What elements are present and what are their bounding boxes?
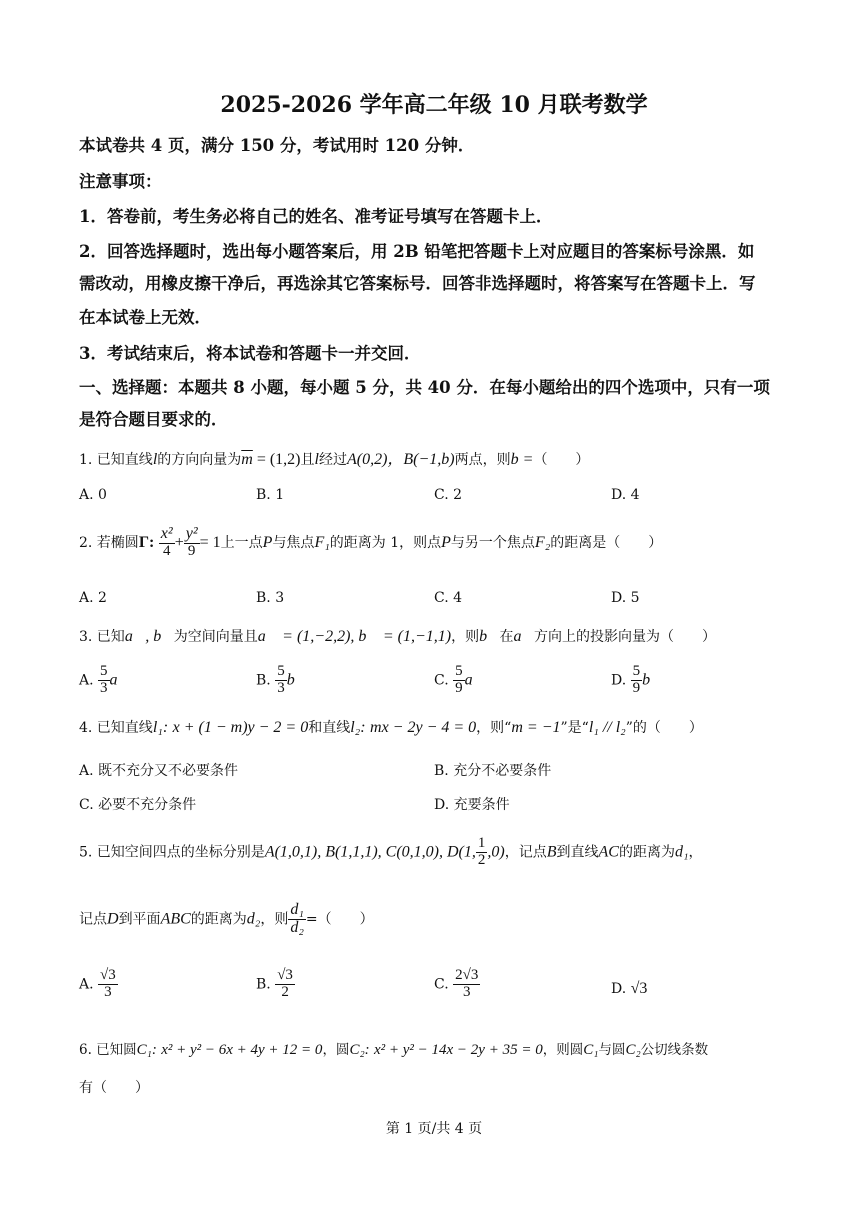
page-title: 2025-2026 学年高二年级 10 月联考数学 (220, 92, 648, 118)
question-2-option-c: C. 4 (434, 590, 463, 606)
question-2-option-b: B. 3 (256, 590, 285, 606)
section-heading-line-2: 是符合题目要求的． (79, 410, 228, 429)
question-5-option-a: A. $\frac{√3}{3}$ (79, 967, 116, 1000)
notice-item-1: 1．答卷前，考生务必将自己的姓名、准考证号填写在答题卡上． (79, 207, 553, 226)
notice-item-3: 3．考试结束后，将本试卷和答题卡一并交回． (79, 344, 421, 363)
question-2-option-a: A. 2 (79, 590, 107, 606)
question-1-option-c: C. 2 (434, 487, 463, 503)
question-1-stem: 1. 已知直线l的方向向量为$\overline{m} = (1,2)$且l经过A(0,2)，B(−1,b)两点，则b =（ ） (79, 451, 590, 468)
question-3-option-c: C. $\frac{5}{9}$ a⃗ (434, 663, 486, 696)
question-1-option-a: A. 0 (79, 487, 107, 503)
exam-intro: 本试卷共 4 页，满分 150 分，考试用时 120 分钟． (79, 136, 475, 155)
question-5-option-b: B. $\frac{√3}{2}$ (256, 967, 293, 1000)
question-6-stem-line-1: 6. 已知圆C₁: x² + y² − 6x + 4y + 12 = 0，圆C₂: x² + y² − 14x − 2y + 35 = 0，则圆C₁与圆C₂公切线条数 (79, 1042, 709, 1058)
notice-item-2-line-2: 需改动，用橡皮擦干净后，再选涂其它答案标号．回答非选择题时，将答案写在答题卡上．写 (79, 274, 756, 293)
notice-item-2-line-1: 2．回答选择题时，选出每小题答案后，用 2B 铅笔把答题卡上对应题目的答案标号涂黑．如 (79, 242, 755, 261)
notice-heading: 注意事项： (79, 172, 162, 191)
question-4-option-a: A. 既不充分又不必要条件 (79, 763, 239, 779)
question-4-stem: 4. 已知直线l₁: x + (1 − m)y − 2 = 0和直线l₂: mx − 2y − 4 = 0，则“m = −1”是“l₁ // l₂”的（ ） (79, 719, 703, 736)
question-5-option-d: D. √3 (611, 980, 648, 997)
question-1-option-d: D. 4 (611, 487, 640, 503)
question-3-option-a: A. $\frac{5}{3}$ a⃗ (79, 663, 130, 696)
question-4-option-b: B. 充分不必要条件 (434, 763, 552, 779)
question-6-stem-line-2: 有（ ） (79, 1080, 149, 1096)
section-heading-line-1: 一、选择题：本题共 8 小题，每小题 5 分，共 40 分．在每小题给出的四个选项中，只有一项 (79, 378, 770, 397)
notice-item-2-line-3: 在本试卷上无效． (79, 308, 211, 327)
question-3-option-b: B. $\frac{5}{3}$ b⃗ (256, 663, 308, 696)
question-5-stem-line-1: 5. 已知空间四点的坐标分别是A(1,0,1), B(1,1,1), C(0,1,0), D(1, $\frac{1}{2}$ ,0)，记点B到直线AC的距离为d₁， (79, 835, 703, 868)
question-5-option-c: C. $\frac{2√3}{3}$ (434, 967, 479, 1000)
question-3-stem: 3. 已知a⃗, b⃗为空间向量且a⃗ = (1,−2,2), b⃗ = (1,−1,1)，则b⃗在a⃗方向上的投影向量为（ ） (79, 628, 716, 645)
question-2-stem: 2. 若椭圆Γ: $\frac{\text{x²}}{4}$ + $\frac{\text{y²}}{9}$ = 1上一点P与焦点F₁的距离为 1，则点P与另一个焦点F₂的距离是（ ） (79, 525, 663, 559)
question-4-option-d: D. 充要条件 (434, 797, 510, 813)
question-3-option-d: D. $\frac{5}{9}$ b⃗ (611, 663, 663, 696)
question-5-stem-line-2: 记点D到平面ABC的距离为d₂，则 $\frac{\text{d₁}}{\text{d₂}}$ =（ ） (79, 901, 374, 936)
question-4-option-c: C. 必要不充分条件 (79, 797, 197, 813)
question-1-option-b: B. 1 (256, 487, 285, 503)
page-footer: 第 1 页/共 4 页 (385, 1121, 483, 1137)
question-2-option-d: D. 5 (611, 590, 640, 606)
